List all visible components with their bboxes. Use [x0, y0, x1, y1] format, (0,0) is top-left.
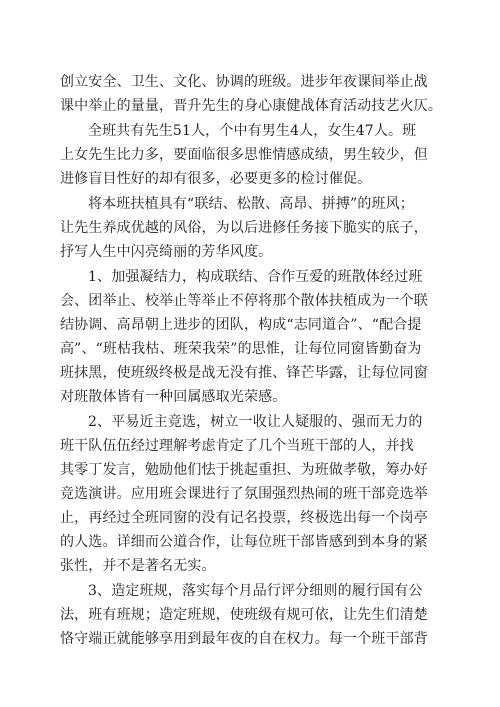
paragraph-4 [60, 265, 440, 409]
text-line: 恪守端正就能够享用到最年夜的自在权力。每一个班干部背 [60, 631, 428, 647]
text-line: 上女先生比力多，要面临很多思惟情感成绩，男生较少，但 [60, 147, 428, 163]
text-line: 2、平易近主竞选，树立一收让人疑服的、强而无力的 [88, 414, 423, 430]
text-line: 对班散体皆有一种回属感取光荣感。 [60, 389, 287, 405]
text-line: 1、加强凝结力，构成联结、合作互爱的班散体经过班 [88, 269, 423, 285]
text-line: 让先生养成优越的风俗，为以后进修任务接下脆实的底子， [60, 220, 428, 236]
paragraph-5 [60, 410, 440, 578]
text-line: 其零丁发言，勉励他们怯于挑起重担、为班做孝敬，筹办好 [60, 462, 428, 478]
paragraph-3 [60, 192, 440, 264]
text-line: 创立安全、卫生、文化、协调的班级。进步年夜课间举止战 [60, 74, 428, 90]
paragraph-6 [60, 579, 440, 651]
text-line: 抒写人生中闪亮绮丽的芳华风度。 [60, 244, 273, 260]
text-line: 进修盲目性好的却有很多，必要更多的检讨催促。 [60, 171, 372, 187]
text-line: 竞选演讲。应用班会课进行了氛围强烈热闹的班干部竞选举 [60, 486, 428, 502]
text-line: 高”、“班枯我枯、班荣我荣”的思惟，让每位同窗皆勤奋为 [60, 341, 422, 357]
text-line: 3、造定班规，落实每个月品行评分细则的履行国有公 [88, 583, 423, 599]
text-line: 会、团举止、校举止等举止不停将那个散体扶植成为一个联 [60, 293, 428, 309]
text-line: 全班共有先生51人，个中有男生4人，女生47人。班 [88, 123, 417, 139]
text-line: 班抹黑，使班级终极是战无没有推、锋芒毕露，让每位同窗 [60, 365, 428, 381]
text-line: 止，再经过全班同窗的没有记名投票，终极选出每一个岗亭 [60, 510, 428, 526]
text-line: 结协调、高昂朝上进步的团队，构成“志同道合”、“配合提 [60, 317, 422, 333]
text-line: 法，班有班规；造定班规，使班级有规可依，让先生们清楚 [60, 607, 428, 623]
paragraph-1 [60, 70, 443, 118]
paragraph-2 [60, 119, 440, 191]
text-line: 班干队伍伍经过理解考虑肯定了几个当班干部的人，并找 [60, 438, 414, 454]
text-line: 课中举止的量量，晋升先生的身心康健战体育活动技艺火仄。 [60, 98, 443, 114]
text-line: 将本班扶植具有“联结、松散、高昂、拼搏”的班风； [88, 196, 414, 212]
text-line: 的人选。详细而公道合作，让每位班干部皆感到到本身的紧 [60, 534, 428, 550]
text-line: 张性，并不是著名无实。 [60, 558, 216, 574]
